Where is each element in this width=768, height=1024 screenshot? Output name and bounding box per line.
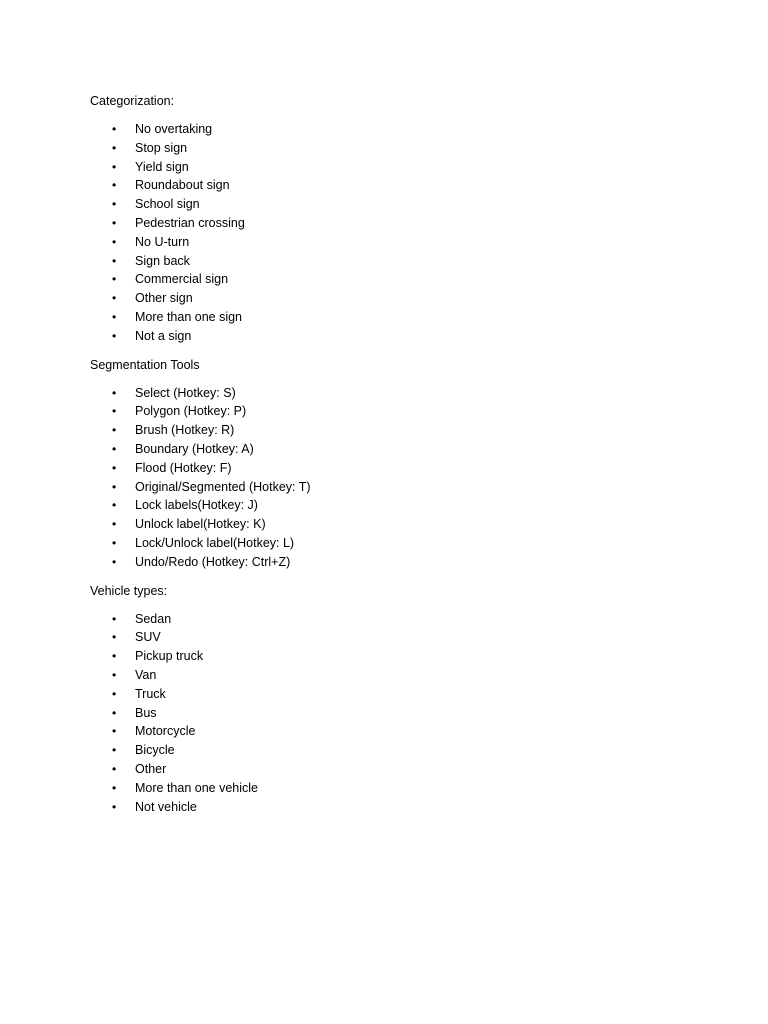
bullet-icon: • bbox=[112, 234, 117, 249]
list-item bbox=[90, 308, 690, 327]
list-item bbox=[90, 421, 690, 440]
list-item-label: Other bbox=[135, 761, 167, 776]
list-item-label: More than one vehicle bbox=[135, 780, 258, 795]
list-item-label: No overtaking bbox=[135, 122, 213, 136]
list-item-label: Not a sign bbox=[135, 328, 192, 343]
list-item-label: Commercial sign bbox=[135, 272, 229, 287]
list-item-label: Lock/Unlock label(Hotkey: L) bbox=[135, 535, 295, 550]
list-item-label: Bus bbox=[135, 705, 157, 720]
list-item-label: Brush (Hotkey: R) bbox=[135, 423, 235, 438]
list-item bbox=[90, 779, 690, 798]
bullet-icon: • bbox=[112, 178, 117, 193]
document-content bbox=[90, 92, 690, 826]
list-item-label: Bicycle bbox=[135, 743, 175, 758]
bullet-icon: • bbox=[112, 799, 117, 814]
list-item bbox=[90, 270, 690, 289]
bullet-icon: • bbox=[112, 705, 117, 720]
bullet-icon: • bbox=[112, 611, 117, 626]
bullet-icon: • bbox=[112, 423, 117, 438]
bullet-icon: • bbox=[112, 197, 117, 212]
list-item-label: Not vehicle bbox=[135, 799, 197, 814]
bullet-icon: • bbox=[112, 743, 117, 758]
list-item-label: Truck bbox=[135, 686, 166, 701]
list-item bbox=[90, 459, 690, 478]
bullet-icon: • bbox=[112, 309, 117, 324]
list-item bbox=[90, 628, 690, 647]
list-item-label: Pickup truck bbox=[135, 649, 204, 664]
list-item bbox=[90, 798, 690, 817]
list-item-label: Sign back bbox=[135, 253, 190, 268]
list-item-label: Lock labels(Hotkey: J) bbox=[135, 498, 258, 513]
list-item bbox=[90, 515, 690, 534]
list-item-label: Sedan bbox=[135, 611, 172, 626]
list-item-label: School sign bbox=[135, 197, 200, 212]
list-item bbox=[90, 741, 690, 760]
bullet-icon: • bbox=[112, 649, 117, 664]
bullet-icon: • bbox=[112, 253, 117, 268]
list-item-label: Unlock label(Hotkey: K) bbox=[135, 517, 266, 532]
bullet-icon: • bbox=[112, 535, 117, 550]
list-item bbox=[90, 553, 690, 572]
list-item bbox=[90, 402, 690, 421]
bullet-icon: • bbox=[112, 554, 117, 569]
list-item bbox=[90, 214, 690, 233]
bullet-icon: • bbox=[112, 441, 117, 456]
bullet-icon: • bbox=[112, 404, 117, 419]
list-item bbox=[90, 327, 690, 346]
list-item-label: No U-turn bbox=[135, 234, 190, 249]
section-title-segmentation-tools: Segmentation Tools bbox=[90, 357, 200, 372]
section-title-vehicle-types: Vehicle types: bbox=[90, 583, 168, 598]
section-title-categorization: Categorization: bbox=[90, 94, 175, 108]
list-item bbox=[90, 496, 690, 515]
bullet-icon: • bbox=[112, 630, 117, 645]
list-item bbox=[90, 704, 690, 723]
bullet-icon: • bbox=[112, 479, 117, 494]
list-item-label: Other sign bbox=[135, 291, 193, 306]
list-item bbox=[90, 685, 690, 704]
list-item bbox=[90, 647, 690, 666]
list-item-label: Motorcycle bbox=[135, 724, 196, 739]
list-item-label: Yield sign bbox=[135, 159, 189, 174]
list-item bbox=[90, 139, 690, 158]
bullet-icon: • bbox=[112, 385, 117, 400]
list-item-label: Undo/Redo (Hotkey: Ctrl+Z) bbox=[135, 554, 291, 569]
bullet-icon: • bbox=[112, 291, 117, 306]
categorization-list bbox=[90, 120, 690, 346]
bullet-icon: • bbox=[112, 667, 117, 682]
list-item-label: Polygon (Hotkey: P) bbox=[135, 404, 247, 419]
list-item-label: Roundabout sign bbox=[135, 178, 230, 193]
list-item-label: More than one sign bbox=[135, 309, 243, 324]
list-item-label: Van bbox=[135, 667, 157, 682]
list-item bbox=[90, 233, 690, 252]
list-item bbox=[90, 195, 690, 214]
bullet-icon: • bbox=[112, 686, 117, 701]
list-item-label: Pedestrian crossing bbox=[135, 215, 245, 230]
bullet-icon: • bbox=[112, 724, 117, 739]
list-item bbox=[90, 176, 690, 195]
list-item-label: Boundary (Hotkey: A) bbox=[135, 441, 254, 456]
list-item-label: Select (Hotkey: S) bbox=[135, 385, 236, 400]
list-item bbox=[90, 610, 690, 629]
bullet-icon: • bbox=[112, 517, 117, 532]
bullet-icon: • bbox=[112, 122, 117, 136]
list-item bbox=[90, 289, 690, 308]
list-item bbox=[90, 478, 690, 497]
bullet-icon: • bbox=[112, 140, 117, 155]
list-item bbox=[90, 384, 690, 403]
list-item bbox=[90, 722, 690, 741]
bullet-icon: • bbox=[112, 159, 117, 174]
list-item-label: Stop sign bbox=[135, 140, 188, 155]
bullet-icon: • bbox=[112, 460, 117, 475]
segmentation-tools-list bbox=[90, 384, 690, 572]
list-item bbox=[90, 158, 690, 177]
list-item bbox=[90, 666, 690, 685]
list-item bbox=[90, 440, 690, 459]
list-item bbox=[90, 120, 690, 139]
bullet-icon: • bbox=[112, 215, 117, 230]
vehicle-types-list bbox=[90, 610, 690, 817]
list-item-label: Flood (Hotkey: F) bbox=[135, 460, 232, 475]
list-item-label: SUV bbox=[135, 630, 161, 645]
bullet-icon: • bbox=[112, 498, 117, 513]
bullet-icon: • bbox=[112, 272, 117, 287]
bullet-icon: • bbox=[112, 780, 117, 795]
list-item-label: Original/Segmented (Hotkey: T) bbox=[135, 479, 311, 494]
list-item bbox=[90, 252, 690, 271]
bullet-icon: • bbox=[112, 761, 117, 776]
bullet-icon: • bbox=[112, 328, 117, 343]
list-item bbox=[90, 534, 690, 553]
list-item bbox=[90, 760, 690, 779]
